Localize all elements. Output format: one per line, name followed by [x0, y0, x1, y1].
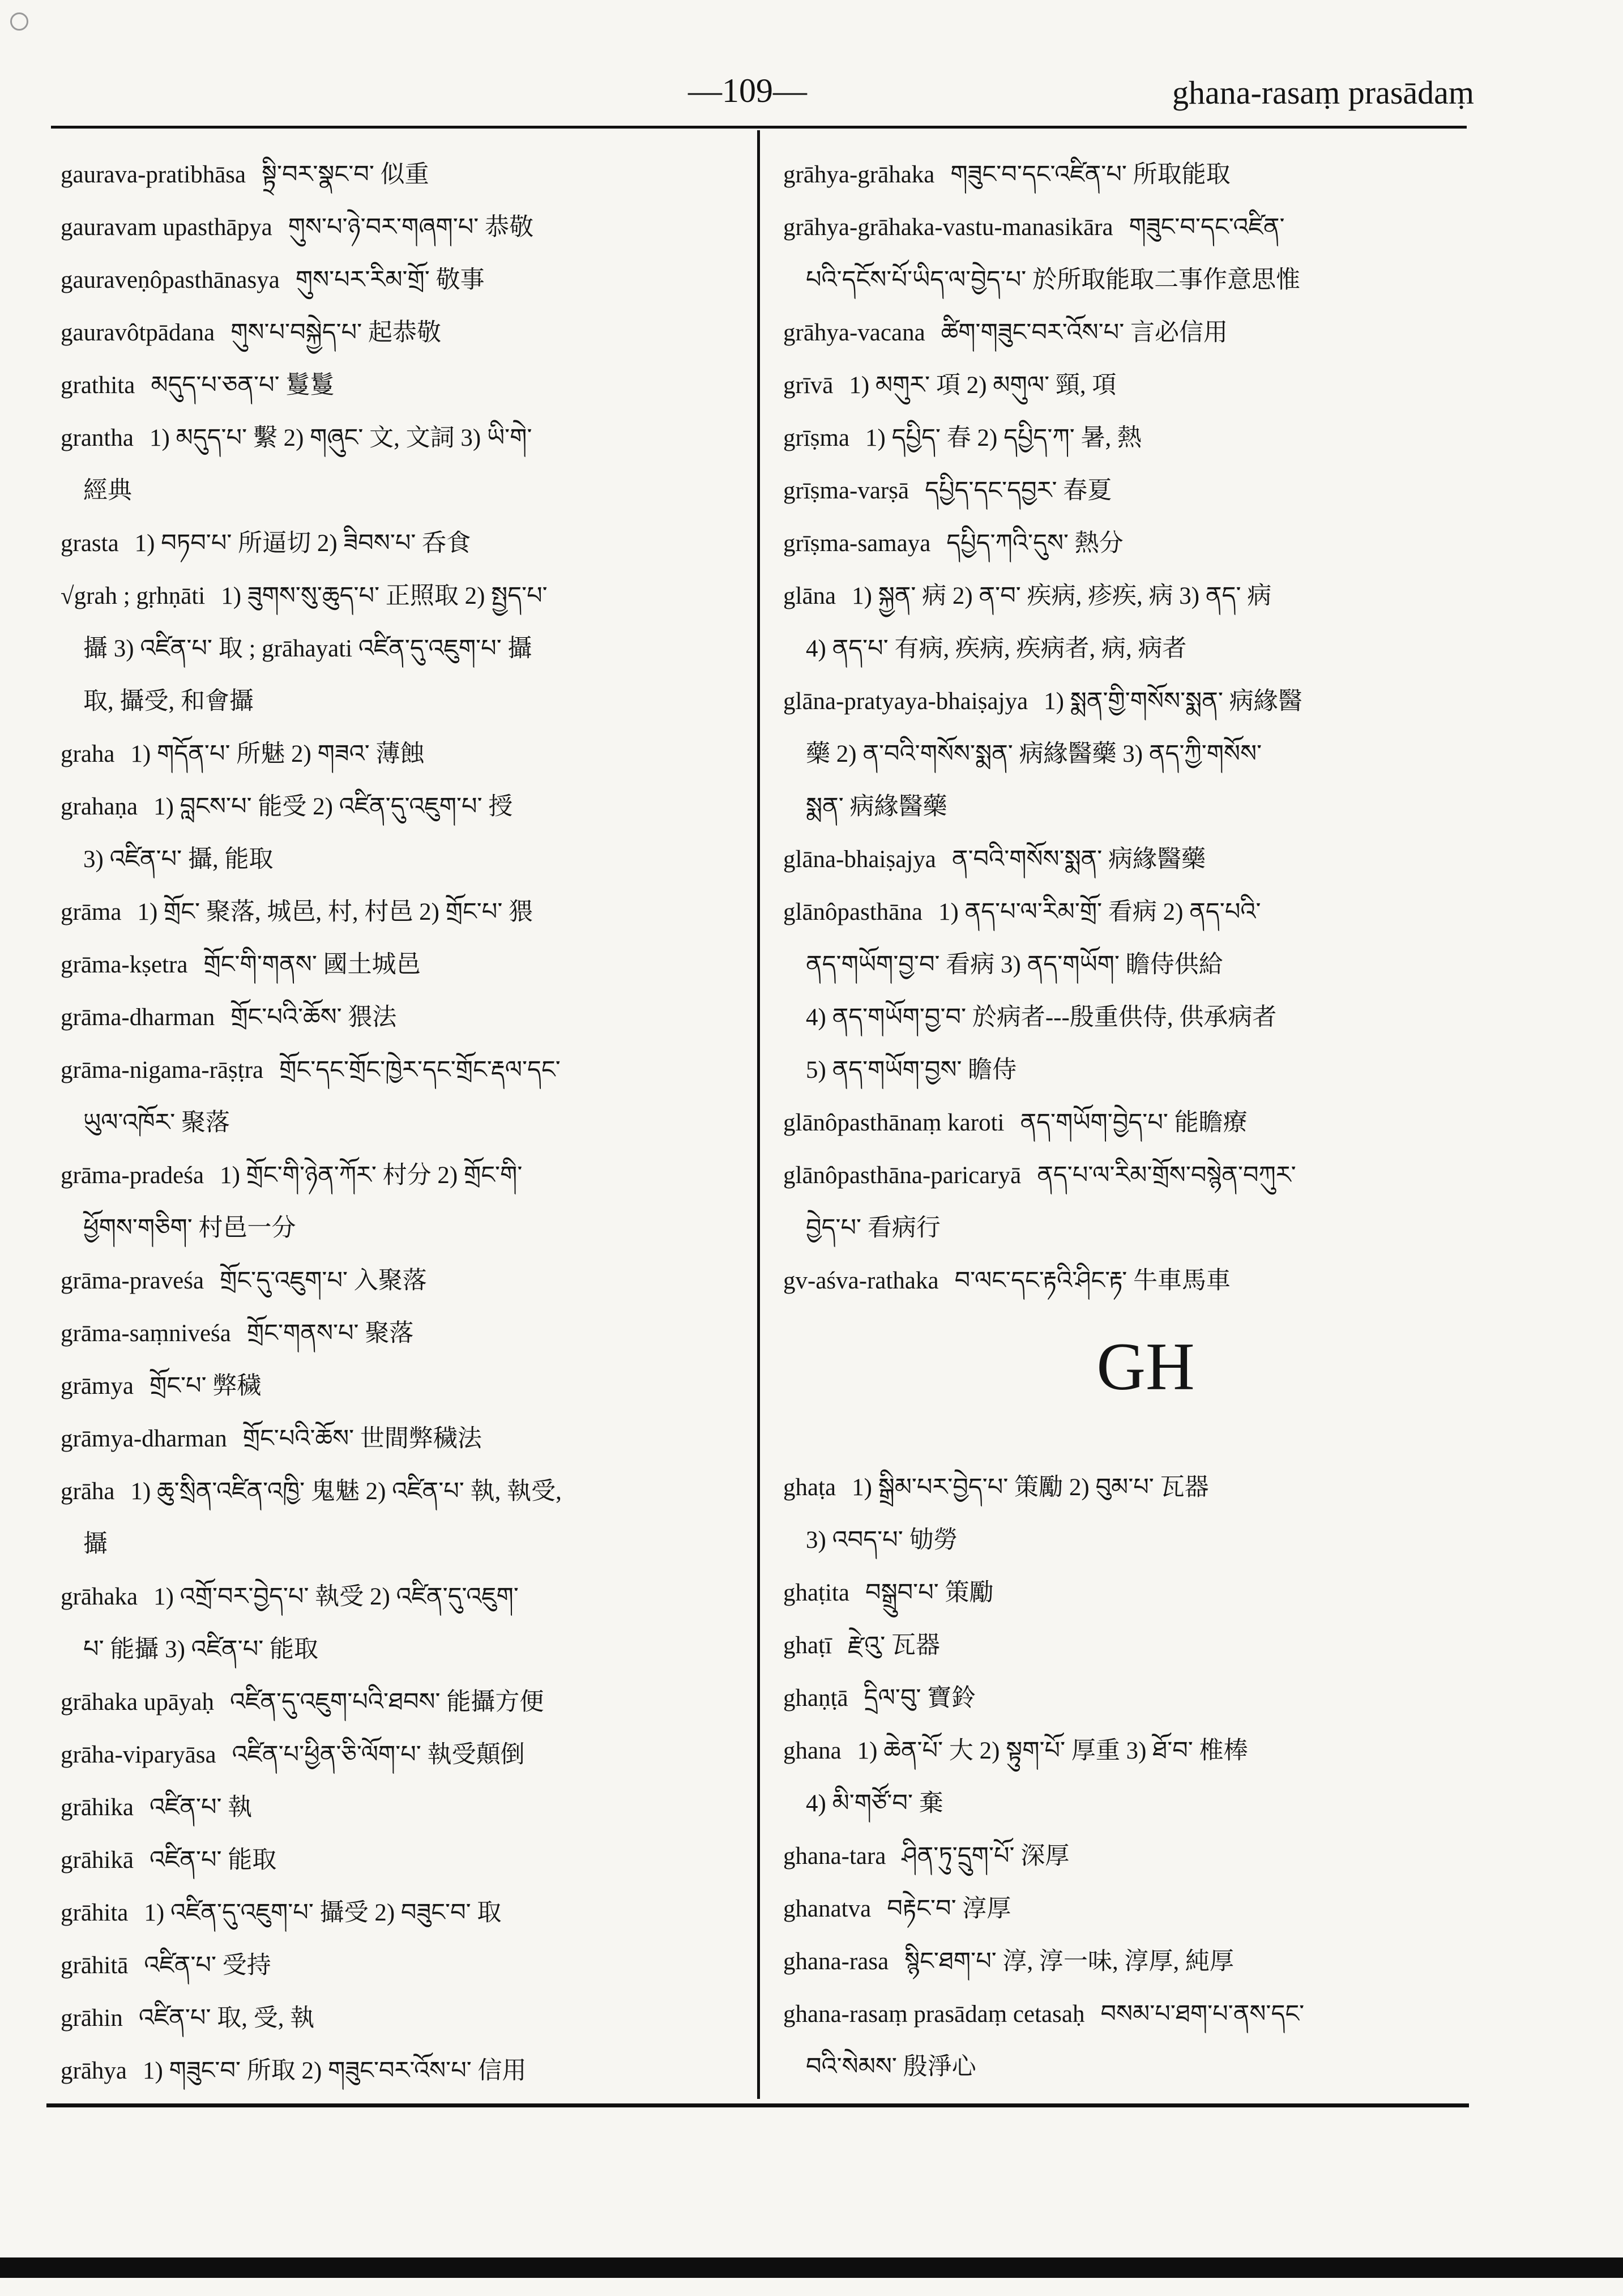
- entry-headword: grāhaka: [61, 1584, 138, 1610]
- entry-headword: glānôpasthānaṃ karoti: [783, 1109, 1005, 1136]
- dictionary-entry: [783, 412, 1457, 464]
- entry-definition: སྙིང་ཐག་པ་ 淳, 淳一味, 淳厚, 純厚: [904, 1948, 1235, 1975]
- entry-headword: grāhikā: [61, 1847, 134, 1873]
- entry-definition: འཛིན་དུ་འཇུག་པའི་ཐབས་ 能攝方便: [230, 1689, 544, 1715]
- entry-headword: grantha: [61, 425, 134, 451]
- entry-continuation: 3) འཛིན་པ་ 攝, 能取: [83, 846, 274, 873]
- entry-definition: གུས་པ་བསྐྱེད་པ་ 起恭敬: [230, 319, 441, 346]
- dictionary-entry: [783, 1672, 1457, 1725]
- dictionary-entry: [61, 1781, 740, 1834]
- entry-definition: ཤིན་ཏུ་དྲུག་པོ་ 深厚: [902, 1843, 1070, 1870]
- entry-continuation: སྨན་ 病緣醫藥: [806, 793, 947, 820]
- entry-continuation: ཕྱོགས་གཅིག་ 村邑一分: [83, 1215, 296, 1241]
- entry-headword: grasta: [61, 530, 119, 557]
- entry-definition: 1) ཟུགས་སུ་ཆུད་པ་ 正照取 2) སྤྱད་པ་: [221, 583, 548, 609]
- dictionary-entry: [783, 1935, 1457, 1988]
- entry-headword: glāna-pratyaya-bhaiṣajya: [783, 688, 1028, 715]
- entry-headword: ghana-tara: [783, 1843, 886, 1870]
- dictionary-entry: [61, 1887, 740, 1939]
- entry-definition: གཟུང་བ་དང་འཛིན་: [1129, 214, 1285, 241]
- dictionary-entry: [783, 1461, 1457, 1514]
- entry-definition: 1) བཏབ་པ་ 所逼切 2) ཟིབས་པ་ 呑食: [134, 530, 471, 557]
- entry-headword: grāha: [61, 1478, 115, 1505]
- right-column-entries-a: [783, 148, 1457, 1307]
- entry-continuation: 取, 攝受, 和會攝: [83, 688, 254, 715]
- entry-definition: འཛིན་པ་ཕྱིན་ཅི་ལོག་པ་ 執受顛倒: [232, 1742, 525, 1768]
- dictionary-entry: [783, 1096, 1457, 1149]
- entry-headword: grāma-nigama-rāṣṭra: [61, 1057, 264, 1083]
- dictionary-entry: [61, 1571, 740, 1623]
- entry-headword: grāhya: [61, 2058, 127, 2084]
- dictionary-entry: [61, 570, 740, 622]
- column-divider: [757, 130, 760, 2099]
- entry-definition: འཛིན་པ་ 受持: [144, 1952, 271, 1979]
- dictionary-entry: [61, 1465, 740, 1518]
- entry-definition: 1) འཛིན་དུ་འཇུག་པ་ 攝受 2) བཟུང་བ་ 取: [144, 1900, 502, 1926]
- entry-headword: ghana-rasa: [783, 1948, 889, 1975]
- entry-headword: grāma-saṃniveśa: [61, 1320, 231, 1347]
- entry-definition: 1) དཔྱིད་ 春 2) དཔྱིད་ཀ་ 暑, 熱: [865, 425, 1142, 451]
- dictionary-entry: [783, 1725, 1457, 1777]
- entry-headword: grāhika: [61, 1794, 134, 1821]
- entry-headword: ghana-rasaṃ prasādaṃ cetasaḥ: [783, 2001, 1085, 2028]
- entry-headword: ghaṭita: [783, 1580, 850, 1606]
- dictionary-entry: [61, 780, 740, 833]
- entry-definition: གྲོང་གནས་པ་ 聚落: [246, 1320, 414, 1347]
- entry-continuation: 4) ནད་པ་ 有病, 疾病, 疾病者, 病, 病者: [806, 635, 1187, 662]
- dictionary-entry: [61, 1149, 740, 1202]
- dictionary-entry: [61, 1044, 740, 1096]
- dictionary-entry: [61, 2045, 740, 2097]
- entry-headword: ghaṭī: [783, 1632, 832, 1659]
- entry-headword: grīṣma-samaya: [783, 530, 931, 557]
- entry-headword: grāma-dharman: [61, 1004, 215, 1031]
- entry-definition: བསྒྲུབ་པ་ 策勵: [865, 1580, 994, 1606]
- entry-headword: grāha-viparyāsa: [61, 1742, 216, 1768]
- entry-headword: grāmya: [61, 1373, 134, 1399]
- dictionary-entry: [61, 201, 740, 254]
- dictionary-entry: [61, 1412, 740, 1465]
- dictionary-entry: [783, 886, 1457, 938]
- dictionary-entry: [783, 1567, 1457, 1619]
- entry-continuation: 5) ནད་གཡོག་བྱས་ 瞻侍: [806, 1057, 1017, 1083]
- dictionary-entry: [783, 833, 1457, 886]
- entry-definition: 1) གྲོང་གི་ཉེན་ཀོར་ 村分 2) གྲོང་གི་: [220, 1162, 523, 1189]
- dictionary-entry: [783, 464, 1457, 517]
- entry-definition: དཔྱིད་དང་དབྱར་ 春夏: [925, 477, 1112, 504]
- dictionary-entry: [61, 1360, 740, 1412]
- entry-definition: བ་ལང་དང་རྟའི་ཤིང་རྟ་ 牛車馬車: [954, 1268, 1231, 1294]
- section-heading: GH: [1096, 1329, 1195, 1404]
- entry-continuation: པའི་དངོས་པོ་ཡིད་ལ་བྱེད་པ་ 於所取能取二事作意思惟: [806, 267, 1301, 293]
- entry-headword: glānôpasthāna-paricaryā: [783, 1162, 1022, 1189]
- entry-headword: glāna: [783, 583, 836, 609]
- entry-definition: རྫེའུ་ 瓦器: [847, 1632, 941, 1659]
- dictionary-entry: [783, 1619, 1457, 1672]
- scan-mark: [10, 12, 28, 31]
- entry-headword: grāma: [61, 899, 122, 925]
- entry-continuation: 攝: [83, 1531, 108, 1557]
- entry-headword: grāhita: [61, 1900, 129, 1926]
- dictionary-entry: [783, 1883, 1457, 1935]
- entry-headword: grāhitā: [61, 1952, 129, 1979]
- entry-headword: grāhaka upāyaḥ: [61, 1689, 214, 1715]
- entry-definition: གྲོང་པའི་ཆོས་ 猥法: [230, 1004, 397, 1031]
- entry-headword: grāhin: [61, 2005, 123, 2032]
- entry-definition: ན་བའི་གསོས་སྨན་ 病緣醫藥: [951, 846, 1206, 873]
- entry-headword: grāma-pradeśa: [61, 1162, 204, 1189]
- entry-continuation: 經典: [83, 477, 132, 504]
- entry-headword: √grah ; gṛhṇāti: [61, 583, 206, 609]
- entry-headword: grathita: [61, 372, 135, 399]
- dictionary-entry: [61, 359, 740, 412]
- dictionary-entry: [61, 412, 740, 464]
- dictionary-entry: [783, 1254, 1457, 1307]
- dictionary-entry: [61, 991, 740, 1044]
- entry-definition: སྟྲི་བར་སྣང་བ་ 似重: [262, 161, 429, 188]
- entry-headword: ghaṇṭā: [783, 1685, 848, 1712]
- dictionary-entry: [61, 728, 740, 780]
- entry-definition: གུས་པར་རིམ་གྲོ་ 敬事: [295, 267, 485, 293]
- dictionary-entry: [61, 254, 740, 306]
- entry-definition: མདུད་པ་ཅན་པ་ 鬘鬘: [151, 372, 335, 399]
- dictionary-entry: [61, 1676, 740, 1729]
- entry-continuation: 4) མི་གཙོ་བ་ 棄: [806, 1790, 943, 1817]
- entry-definition: གྲོང་དང་གྲོང་ཁྱེར་དང་གྲོང་རྡལ་དང་: [279, 1057, 561, 1083]
- entry-headword: grīṣma: [783, 425, 850, 451]
- entry-definition: བརྟེང་བ་ 淳厚: [887, 1896, 1011, 1922]
- entry-definition: 1) གྲོང་ 聚落, 城邑, 村, 村邑 2) གྲོང་པ་ 猥: [137, 899, 533, 925]
- entry-headword: gauravam upasthāpya: [61, 214, 272, 241]
- dictionary-entry: [783, 359, 1457, 412]
- dictionary-entry: [61, 1729, 740, 1781]
- entry-headword: glānôpasthāna: [783, 899, 922, 925]
- entry-definition: 1) མགུར་ 項 2) མགུལ་ 頸, 項: [849, 372, 1117, 399]
- dictionary-entry: [783, 1149, 1457, 1202]
- left-column: [61, 148, 740, 2097]
- entry-continuation: ནད་གཡོག་བྱ་བ་ 看病 3) ནད་གཡོག་ 瞻侍供給: [806, 951, 1223, 978]
- dictionary-entry: [61, 148, 740, 201]
- dictionary-entry: [783, 517, 1457, 570]
- right-column: [783, 148, 1457, 2093]
- dictionary-entry: [61, 1992, 740, 2045]
- entry-definition: 1) ཆེན་པོ་ 大 2) སྟུག་པོ་ 厚重 3) ཐོ་བ་ 椎棒: [857, 1738, 1248, 1764]
- entry-headword: grīṣma-varṣā: [783, 477, 909, 504]
- entry-definition: ཚིག་གཟུང་བར་འོས་པ་ 言必信用: [941, 319, 1228, 346]
- entry-continuation: པ་ 能攝 3) འཛིན་པ་ 能取: [83, 1636, 319, 1663]
- entry-headword: gauraveṇôpasthānasya: [61, 267, 280, 293]
- entry-headword: grahaṇa: [61, 793, 138, 820]
- dictionary-entry: [783, 675, 1457, 728]
- entry-headword: grāmya-dharman: [61, 1426, 227, 1452]
- entry-definition: འཛིན་པ་ 能取: [149, 1847, 277, 1873]
- dictionary-entry: [61, 1307, 740, 1360]
- dictionary-entry: [61, 306, 740, 359]
- dictionary-entry: [783, 306, 1457, 359]
- entry-headword: gv-aśva-rathaka: [783, 1268, 939, 1294]
- entry-definition: 1) འགྲོ་བར་བྱེད་པ་ 執受 2) འཛིན་དུ་འཇུག་: [153, 1584, 519, 1610]
- entry-headword: ghaṭa: [783, 1474, 836, 1501]
- entry-definition: བསམ་པ་ཐག་པ་ནས་དང་: [1100, 2001, 1305, 2028]
- dictionary-entry: [61, 1834, 740, 1887]
- dictionary-entry: [783, 1988, 1457, 2041]
- entry-definition: དཔྱིད་ཀའི་དུས་ 熱分: [946, 530, 1124, 557]
- right-column-entries-b: [783, 1461, 1457, 2093]
- entry-continuation: 藥 2) ན་བའི་གསོས་སྨན་ 病緣醫藥 3) ནད་ཀྱི་གསོས་: [806, 741, 1262, 767]
- entry-definition: དྲིལ་བུ་ 寶鈴: [864, 1685, 976, 1712]
- entry-definition: གྲོང་དུ་འཇུག་པ་ 入聚落: [220, 1268, 427, 1294]
- entry-definition: གུས་པ་ཉེ་བར་གཞག་པ་ 恭敬: [288, 214, 534, 241]
- entry-definition: ནད་གཡོག་བྱེད་པ་ 能瞻療: [1020, 1109, 1248, 1136]
- entry-headword: grīvā: [783, 372, 834, 399]
- entry-definition: གཟུང་བ་དང་འཛིན་པ་ 所取能取: [950, 161, 1231, 188]
- entry-headword: graha: [61, 741, 115, 767]
- entry-definition: གྲོང་གི་གནས་ 國土城邑: [203, 951, 421, 978]
- dictionary-entry: [783, 201, 1457, 254]
- entry-continuation: ཡུལ་འཁོར་ 聚落: [83, 1109, 230, 1136]
- dictionary-entry: [61, 1254, 740, 1307]
- entry-definition: 1) ནད་པ་ལ་རིམ་གྲོ་ 看病 2) ནད་པའི་: [938, 899, 1261, 925]
- dictionary-entry: [783, 570, 1457, 622]
- scan-edge-band: [0, 2257, 1623, 2278]
- entry-headword: ghana: [783, 1738, 842, 1764]
- header-rule: [51, 126, 1467, 129]
- entry-continuation: 攝 3) འཛིན་པ་ 取 ; grāhayati འཛིན་དུ་འཇུག་པ་ 攝: [83, 635, 532, 662]
- dictionary-entry: [61, 938, 740, 991]
- entry-definition: 1) སྨན་གྱི་གསོས་སྨན་ 病緣醫: [1044, 688, 1302, 715]
- running-head: ghana-rasaṃ prasādaṃ: [1172, 74, 1474, 111]
- dictionary-entry: [61, 1939, 740, 1992]
- entry-definition: 1) སྒྲིམ་པར་བྱེད་པ་ 策勵 2) བུམ་པ་ 瓦器: [852, 1474, 1209, 1501]
- entry-headword: grāma-kṣetra: [61, 951, 188, 978]
- entry-headword: grāhya-vacana: [783, 319, 925, 346]
- entry-definition: 1) མདུད་པ་ 繫 2) གཞུང་ 文, 文詞 3) ཡི་གེ་: [149, 425, 532, 451]
- entry-definition: 1) གཟུང་བ་ 所取 2) གཟུང་བར་འོས་པ་ 信用: [143, 2058, 527, 2084]
- entry-continuation: བྱེད་པ་ 看病行: [806, 1215, 941, 1241]
- dictionary-entry: [783, 148, 1457, 201]
- entry-definition: 1) གདོན་པ་ 所魅 2) གཟའ་ 薄蝕: [130, 741, 425, 767]
- entry-definition: 1) བླངས་པ་ 能受 2) འཛིན་དུ་འཇུག་པ་ 授: [153, 793, 513, 820]
- entry-definition: གྲོང་པའི་ཆོས་ 世間弊穢法: [242, 1426, 482, 1452]
- entry-definition: ནད་པ་ལ་རིམ་གྲོས་བསྙེན་བཀུར་: [1037, 1162, 1296, 1189]
- entry-definition: 1) སྐྱན་ 病 2) ན་བ་ 疾病, 疹疾, 病 3) ནད་ 病: [852, 583, 1272, 609]
- entry-headword: ghanatva: [783, 1896, 872, 1922]
- entry-definition: འཛིན་པ་ 取, 受, 執: [138, 2005, 315, 2032]
- entry-continuation: བའི་སེམས་ 殷淨心: [806, 2054, 976, 2080]
- entry-definition: 1) ཆུ་སྲིན་འཛིན་འཁྱི་ 鬼魅 2) འཛིན་པ་ 執, 執受,: [130, 1478, 562, 1505]
- entry-definition: འཛིན་པ་ 執: [149, 1794, 253, 1821]
- dictionary-entry: [783, 1830, 1457, 1883]
- bottom-rule: [46, 2103, 1469, 2107]
- entry-headword: grāhya-grāhaka: [783, 161, 935, 188]
- entry-headword: grāma-praveśa: [61, 1268, 204, 1294]
- entry-headword: gaurava-pratibhāsa: [61, 161, 246, 188]
- entry-continuation: 3) འབད་པ་ 劬勞: [806, 1527, 958, 1554]
- entry-continuation: 4) ནད་གཡོག་བྱ་བ་ 於病者---殷重供侍, 供承病者: [806, 1004, 1277, 1031]
- entry-headword: glāna-bhaiṣajya: [783, 846, 936, 873]
- entry-headword: gauravôtpādana: [61, 319, 215, 346]
- entry-definition: གྲོང་པ་ 弊穢: [149, 1373, 262, 1399]
- dictionary-entry: [61, 517, 740, 570]
- entry-headword: grāhya-grāhaka-vastu-manasikāra: [783, 214, 1113, 241]
- dictionary-entry: [61, 886, 740, 938]
- page-number: —109—: [688, 72, 807, 109]
